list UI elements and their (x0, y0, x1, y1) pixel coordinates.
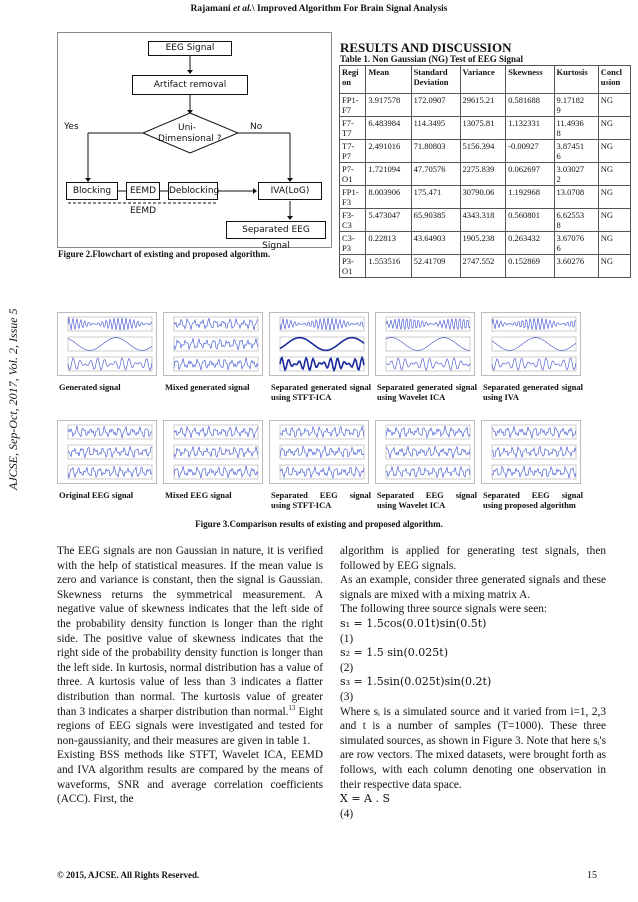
table-row (340, 209, 631, 232)
waveform-line (174, 358, 258, 371)
flow-node-uni-dimensional-line2: Dimensional ? (158, 134, 222, 144)
equation-2-number: (2) (340, 661, 354, 674)
waveform-line (68, 358, 152, 371)
flow-node-separated-eeg: Separated EEG Signal (226, 221, 326, 239)
table-cell: -0.00927 (506, 140, 554, 163)
waveform-line (280, 427, 364, 438)
page-number: 15 (587, 870, 597, 881)
table-row (340, 117, 631, 140)
waveform-plot (270, 313, 368, 375)
table-cell: 1.553516 (366, 255, 411, 278)
table-cell: 2.491016 (366, 140, 411, 163)
running-head-etal: et al. (233, 4, 252, 14)
table-body (340, 94, 631, 278)
plot-axes-box (68, 425, 152, 439)
table-cell: 6.483984 (366, 117, 411, 140)
waveform-line (174, 318, 258, 330)
waveform-line (492, 318, 576, 330)
flow-node-eeg-signal: EEG Signal (148, 41, 232, 56)
table-header-cell: Variance (460, 66, 506, 94)
table-cell: T7- P7 (340, 140, 366, 163)
flowchart-figure (57, 32, 332, 251)
plot-axes-box (492, 465, 576, 479)
figure-3-grid (57, 312, 637, 517)
waveform-thumbnail (375, 420, 475, 484)
flow-label-yes: Yes (64, 122, 79, 132)
waveform-line (492, 466, 576, 478)
plot-axes-box (386, 337, 470, 351)
waveform-plot (58, 421, 156, 483)
body-left-column (57, 544, 323, 807)
table-row (340, 94, 631, 117)
table-cell: 3.60276 (554, 255, 598, 278)
table-cell: 30790.06 (460, 186, 506, 209)
equation-3: s₃ = 1.5sin(0.025t)sin(0.2t) (340, 675, 492, 689)
figure-3-panel-caption: Separated generated signal using Wavelet ICA (377, 382, 477, 402)
waveform-line (386, 358, 470, 371)
paragraph-example: As an example, consider three generated signals and these signals are mixed with a mixing matrix A. (340, 574, 606, 601)
table-cell: NG (598, 140, 630, 163)
waveform-line (386, 318, 470, 329)
paragraph-bss-methods: Existing BSS methods like STFT, Wavelet ICA, EEMD and IVA algorithm results are compared by the means of waveforms, SNR and average correlation coefficients (ACC). First, the (57, 749, 323, 806)
table-cell: 0.263432 (506, 232, 554, 255)
waveform-line (68, 466, 152, 478)
table-cell: 0.152869 (506, 255, 554, 278)
table-title: Table 1. Non Gaussian (NG) Test of EEG Signal (340, 54, 523, 64)
table-cell: F3- C3 (340, 209, 366, 232)
table-cell: 13.0708 (554, 186, 598, 209)
table-header-cell: Regi on (340, 66, 366, 94)
waveform-plot (270, 421, 368, 483)
waveform-plot (482, 421, 580, 483)
flow-node-blocking: Blocking (66, 182, 118, 200)
table-cell: FP1- F3 (340, 186, 366, 209)
figure-3-panel-caption: Separated EEG signal using STFT-ICA (271, 490, 371, 510)
waveform-plot (376, 313, 474, 375)
waveform-line (386, 426, 470, 438)
waveform-thumbnail (163, 312, 263, 376)
waveform-plot (482, 313, 580, 375)
figure-3-panel-caption: Separated generated signal using STFT-ICA (271, 382, 371, 402)
table-row (340, 255, 631, 278)
table-cell: NG (598, 255, 630, 278)
equation-1: s₁ = 1.5cos(0.01t)sin(0.5t) (340, 616, 487, 630)
table-cell: 1.721094 (366, 163, 411, 186)
figure-3-caption: Figure 3.Comparison results of existing and proposed algorithm. (195, 519, 443, 529)
waveform-line (492, 358, 576, 371)
table-cell: NG (598, 232, 630, 255)
waveform-line (492, 447, 576, 458)
table-cell: P3- O1 (340, 255, 366, 278)
equation-4: X = A . S (340, 792, 391, 806)
equation-4-number: (4) (340, 807, 354, 820)
waveform-plot (164, 313, 262, 375)
table-cell: 4343.318 (460, 209, 506, 232)
plot-axes-box (280, 425, 364, 439)
figure-3-panel-caption: Mixed EEG signal (165, 490, 232, 500)
table-header-row (340, 66, 631, 94)
table-row (340, 232, 631, 255)
flow-label-no: No (250, 122, 263, 132)
table-cell: 8.003906 (366, 186, 411, 209)
footer (57, 870, 597, 880)
side-journal-text: AJCSE, Sep-Oct, 2017, Vol. 2, Issue 5 (6, 308, 20, 490)
table-cell: NG (598, 186, 630, 209)
waveform-line (68, 446, 152, 457)
table-cell: 3.03027 2 (554, 163, 598, 186)
flow-node-uni-dimensional-line1: Uni- (178, 123, 197, 133)
waveform-line (68, 426, 152, 438)
waveform-line (280, 318, 364, 331)
equation-1-number: (1) (340, 632, 354, 645)
waveform-line (280, 446, 364, 458)
table-cell: 0.062697 (506, 163, 554, 186)
waveform-line (174, 426, 258, 438)
waveform-thumbnail (269, 312, 369, 376)
table-row (340, 140, 631, 163)
footer-copyright: © 2015, AJCSE. All Rights Reserved. (57, 870, 200, 880)
running-head-author: Rajamani (190, 4, 231, 14)
running-head-title: \ Improved Algorithm For Brain Signal Analysis (252, 4, 448, 14)
table-header-cell: Standard Deviation (411, 66, 460, 94)
table-cell: 5.473047 (366, 209, 411, 232)
waveform-thumbnail (163, 420, 263, 484)
table-cell: 3.87451 6 (554, 140, 598, 163)
table-cell: 11.4936 8 (554, 117, 598, 140)
table-cell: NG (598, 117, 630, 140)
table-cell: 0.22813 (366, 232, 411, 255)
section-title: RESULTS AND DISCUSSION (340, 40, 512, 55)
waveform-line (174, 446, 258, 458)
table-cell: 1.132331 (506, 117, 554, 140)
table-cell: F7- T7 (340, 117, 366, 140)
paragraph-algorithm: algorithm is applied for generating test signals, then followed by EEG signals. (340, 545, 606, 572)
plot-axes-box (280, 445, 364, 459)
waveform-line (68, 318, 152, 331)
waveform-plot (376, 421, 474, 483)
figure-3-panel-caption: Separated EEG signal using proposed algorithm (483, 490, 583, 510)
table-cell: 175.471 (411, 186, 460, 209)
figure-3-panel-caption: Original EEG signal (59, 490, 134, 500)
table-cell: P7- O1 (340, 163, 366, 186)
table-cell: 29615.21 (460, 94, 506, 117)
equation-3-number: (3) (340, 690, 354, 703)
waveform-line (386, 446, 470, 458)
plot-axes-box (68, 445, 152, 459)
figure-3-panel-caption: Mixed generated signal (165, 382, 250, 392)
table-cell: 52.41709 (411, 255, 460, 278)
flow-node-deblocking: Deblocking (168, 182, 218, 200)
table-cell: 3.67076 6 (554, 232, 598, 255)
table-cell: 1905.238 (460, 232, 506, 255)
table-header-cell: Kurtosis (554, 66, 598, 94)
table-cell: 2275.839 (460, 163, 506, 186)
table-cell: 3.917578 (366, 94, 411, 117)
table-cell: 71.80803 (411, 140, 460, 163)
table-row (340, 163, 631, 186)
waveform-plot (164, 421, 262, 483)
table-cell: 13075.81 (460, 117, 506, 140)
waveform-thumbnail (481, 312, 581, 376)
waveform-line (280, 338, 364, 351)
table-cell: 1.192968 (506, 186, 554, 209)
running-head (0, 4, 638, 14)
equation-2: s₂ = 1.5 sin(0.025t) (340, 646, 448, 660)
table-header-cell: Skewness (506, 66, 554, 94)
waveform-line (68, 338, 152, 351)
table-cell: 47.70576 (411, 163, 460, 186)
waveform-line (174, 338, 258, 350)
plot-axes-box (492, 337, 576, 351)
table-cell: 114.3495 (411, 117, 460, 140)
figure-2-caption: Figure 2.Flowchart of existing and proposed algorithm. (58, 249, 271, 259)
paragraph-where: Where sᵢ is a simulated source and it varied from i=1, 2,3 and t is a number of samples (T=1000). These three simulated sources, as shown in Figure 3. Note that here sᵢ's are row vectors. The mixed datasets, were brought forth as follows, with each column denoting one observation in their respective data space. (340, 705, 606, 791)
table-cell: 9.17182 9 (554, 94, 598, 117)
figure-3-panel-caption: Generated signal (59, 382, 121, 392)
waveform-thumbnail (57, 312, 157, 376)
table-cell: 2747.552 (460, 255, 506, 278)
figure-3-panel-caption: Separated generated signal using IVA (483, 382, 583, 402)
plot-axes-box (174, 337, 258, 351)
flow-label-eemd: EEMD (130, 206, 157, 216)
ng-test-table (339, 65, 631, 278)
waveform-line (386, 338, 470, 351)
table-cell: C3- P3 (340, 232, 366, 255)
plot-axes-box (492, 425, 576, 439)
waveform-plot (58, 313, 156, 375)
table-cell: 65.90385 (411, 209, 460, 232)
waveform-thumbnail (375, 312, 475, 376)
table-cell: 6.62553 8 (554, 209, 598, 232)
figure-3-panel-caption: Separated EEG signal using Wavelet ICA (377, 490, 477, 510)
table-cell: 0.560801 (506, 209, 554, 232)
waveform-line (492, 426, 576, 438)
table-cell: 172.0907 (411, 94, 460, 117)
table-row (340, 186, 631, 209)
table-header-cell: Concl usion (598, 66, 630, 94)
table-cell: NG (598, 163, 630, 186)
table-cell: NG (598, 94, 630, 117)
paragraph-sources: The following three source signals were seen: (340, 603, 548, 616)
waveform-line (492, 338, 576, 351)
flow-node-iva-log: IVA(LoG) (258, 182, 322, 200)
table-header-cell: Mean (366, 66, 411, 94)
waveform-thumbnail (269, 420, 369, 484)
table-cell: NG (598, 209, 630, 232)
flow-node-eemd: EEMD (126, 182, 160, 200)
body-right-column (340, 544, 606, 821)
plot-axes-box (174, 445, 258, 459)
plot-axes-box (386, 465, 470, 479)
table-cell: 0.581688 (506, 94, 554, 117)
paragraph-gaussian: The EEG signals are non Gaussian in nature, it is verified with the help of statistical measures. If the mean value is zero and variance is constant, then the signal is Gaussian. Skewness returns the symmetrical measurement. A negative value of skewness indicates that the left side of the probability density function is longer than the right side. The positive value of skewness indicates that the right side of the probability density function is longer than the left side. In kurtosis, normal distribution has a value of three. A kurtosis value of less than 3 indicates a flatter distribution than normal. The kurtosis value of greater than 3 indicates a sharper distribution than normal.$^{13}$ Eight regions of EEG signals were investigated and tested for non-gaussianity, and their measures are given in table 1. (57, 545, 323, 747)
table-cell: FP1- F7 (340, 94, 366, 117)
waveform-line (386, 466, 470, 477)
waveform-thumbnail (481, 420, 581, 484)
flow-node-artifact-removal: Artifact removal (132, 75, 248, 95)
table-cell: 43.64903 (411, 232, 460, 255)
waveform-line (174, 466, 258, 479)
waveform-thumbnail (57, 420, 157, 484)
waveform-line (280, 358, 364, 371)
waveform-line (280, 467, 364, 478)
table-cell: 5156.394 (460, 140, 506, 163)
